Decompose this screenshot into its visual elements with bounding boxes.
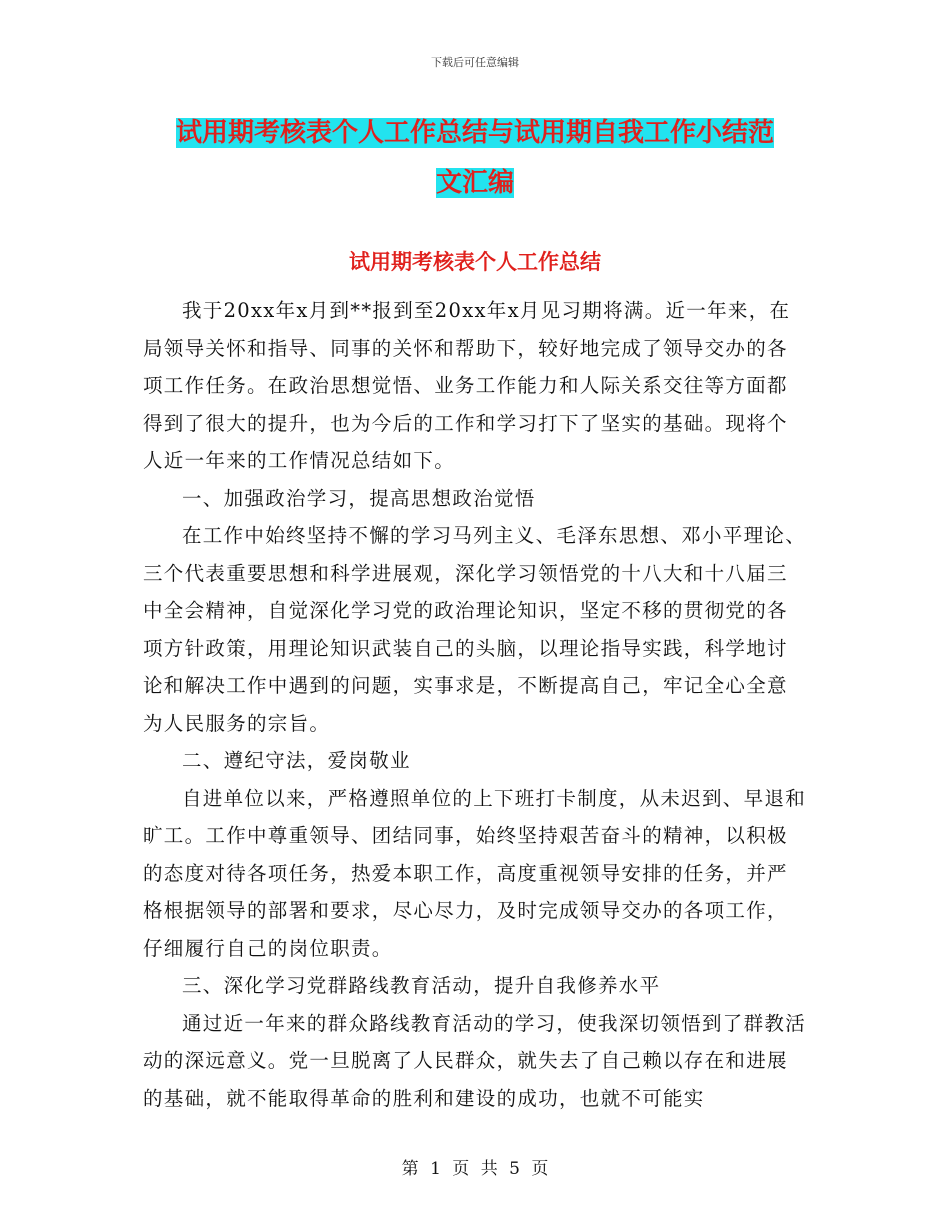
paragraph-intro: 我于20xx年x月到**报到至20xx年x月见习期将满。近一年来，在局领导关怀和指导、同事的关怀和帮助下，较好地完成了领导交办的各项工作任务。在政治思想觉悟、业务工作能力和人际关系交往等方面都得到了很大的提升，也为今后的工作和学习打下了坚实的基础。现将个人近一年来的工作情况总结如下。 bbox=[143, 299, 791, 472]
document-title bbox=[140, 108, 810, 208]
heading-1: 一、加强政治学习，提高思想政治觉悟 bbox=[182, 486, 536, 510]
document-title-line-1: 试用期考核表个人工作总结与试用期自我工作小结范 bbox=[175, 118, 774, 148]
page-footer: 第 1 页 共 5 页 bbox=[401, 1159, 549, 1179]
paragraph-2: 自进单位以来，严格遵照单位的上下班打卡制度，从未迟到、早退和旷工。工作中尊重领导、团结同事，始终坚持艰苦奋斗的精神，以积极的态度对待各项任务，热爱本职工作，高度重视领导安排的任务，并严格根据领导的部署和要求，尽心尽力，及时完成领导交办的各项工作，仔细履行自己的岗位职责。 bbox=[143, 786, 807, 960]
section-title: 试用期考核表个人工作总结 bbox=[349, 249, 601, 274]
heading-3: 三、深化学习党群路线教育活动，提升自我修养水平 bbox=[182, 974, 661, 997]
document-body bbox=[143, 292, 808, 1117]
paragraph-1: 在工作中始终坚持不懈的学习马列主义、毛泽东思想、邓小平理论、三个代表重要思想和科学进展观，深化学习领悟党的十八大和十八届三中全会精神，自觉深化学习党的政治理论知识，坚定不移的贯彻党的各项方针政策，用理论知识武装自己的头脑，以理论指导实践，科学地讨论和解决工作中遇到的问题，实事求是，不断提高自己，牢记全心全意为人民服务的宗旨。 bbox=[143, 524, 807, 735]
document-title-line-2: 文汇编 bbox=[435, 168, 514, 198]
paragraph-3: 通过近一年来的群众路线教育活动的学习，使我深切领悟到了群教活动的深远意义。党一旦脱离了人民群众，就失去了自己赖以存在和进展的基础，就不能取得革命的胜利和建设的成功，也就不可能实 bbox=[143, 1011, 807, 1110]
header-note: 下载后可任意编辑 bbox=[431, 56, 519, 69]
heading-2: 二、遵纪守法，爱岗敬业 bbox=[182, 749, 411, 772]
